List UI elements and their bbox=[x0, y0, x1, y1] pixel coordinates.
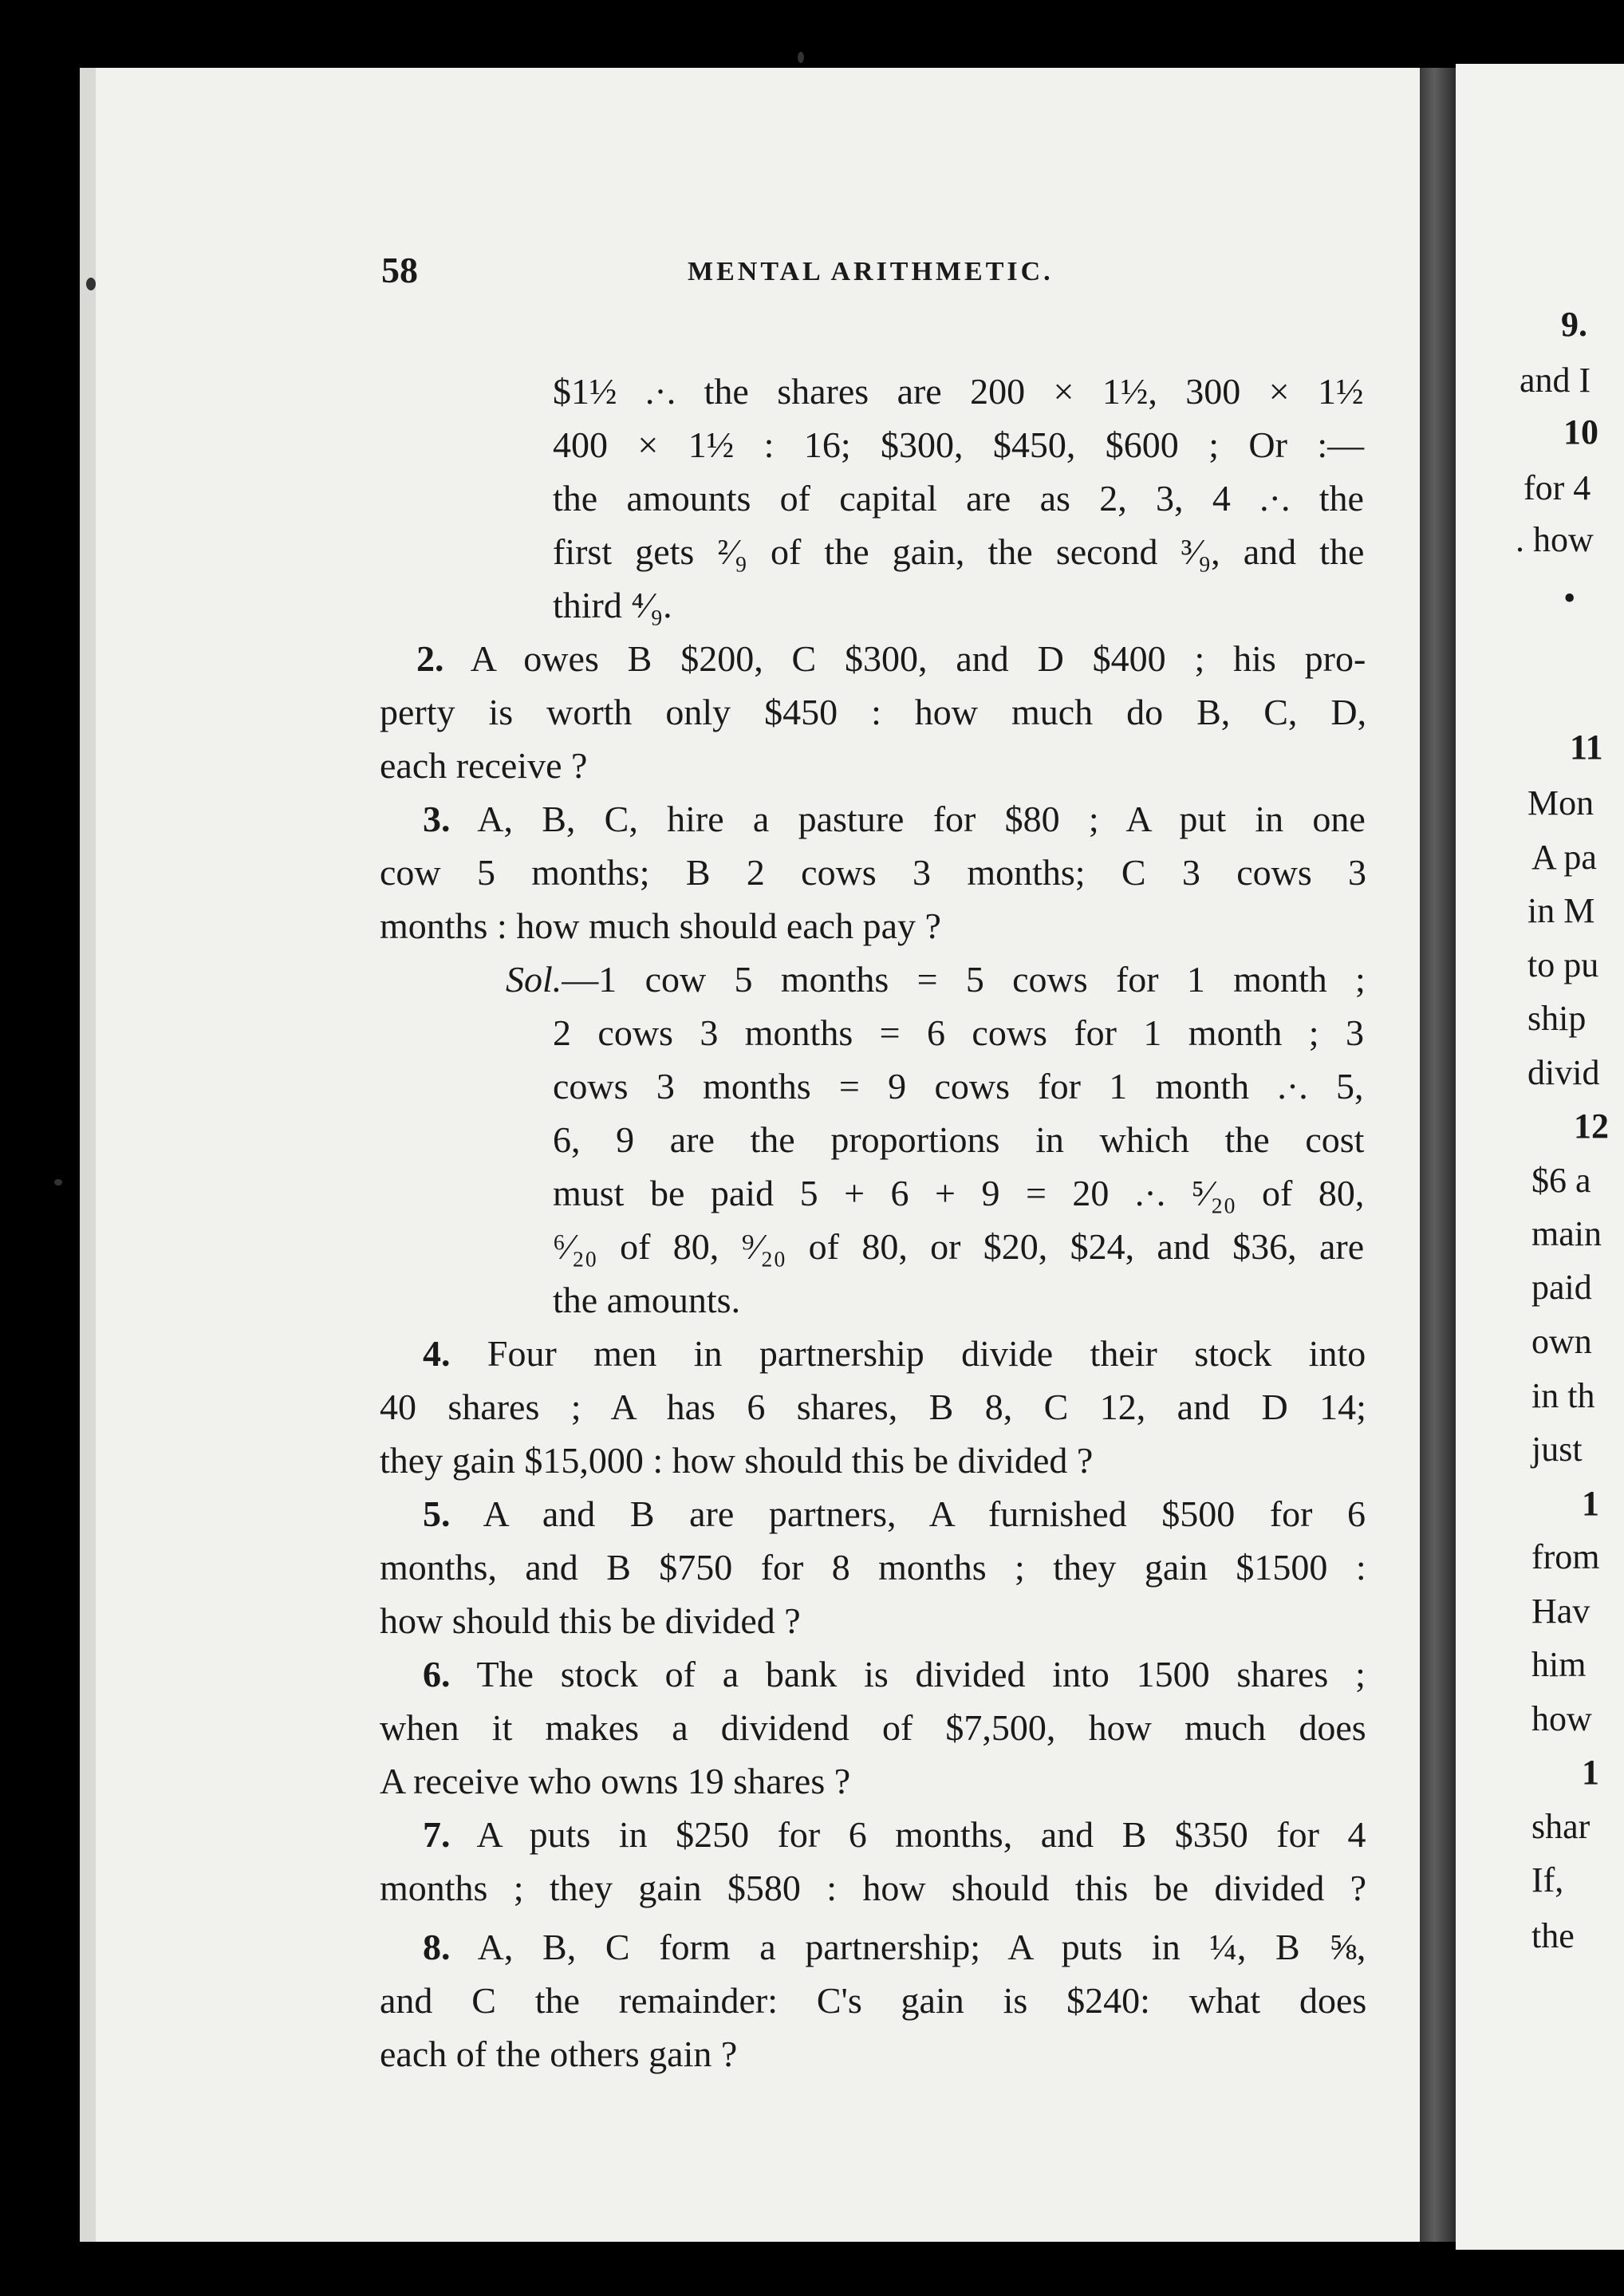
facing-page bbox=[1456, 64, 1624, 2250]
line-text: months ; they gain $580 : how should this be divided ? bbox=[380, 1868, 1367, 1908]
line-text: must be paid 5 + 6 + 9 = 20 .·. ⁵⁄₂₀ of 80, bbox=[553, 1173, 1365, 1213]
facing-line: just bbox=[1531, 1430, 1583, 1469]
text-line bbox=[380, 2036, 737, 2073]
text-line bbox=[380, 1600, 801, 1641]
line-text: perty is worth only $450 : how much do B, C, D, bbox=[380, 692, 1367, 732]
problem-number: 3. bbox=[423, 799, 451, 839]
text-line bbox=[423, 1335, 1366, 1372]
facing-line: the bbox=[1531, 1916, 1575, 1955]
text-line bbox=[506, 961, 1366, 998]
line-text: the amounts of capital are as 2, 3, 4 .·. the bbox=[553, 478, 1364, 519]
line-text: 400 × 1½ : 16; $300, $450, $600 ; Or :— bbox=[553, 424, 1365, 465]
text-line bbox=[423, 1656, 1366, 1693]
facing-line: to pu bbox=[1527, 945, 1599, 984]
line-text: and C the remainder: C's gain is $240: what does bbox=[380, 1980, 1367, 2021]
facing-line: in M bbox=[1527, 891, 1595, 930]
problem-number: 5. bbox=[423, 1493, 451, 1534]
facing-line: main bbox=[1531, 1214, 1602, 1253]
text-line bbox=[553, 424, 1365, 465]
text-line bbox=[553, 480, 1364, 517]
facing-line: $6 a bbox=[1531, 1161, 1591, 1200]
line-text: A and B are partners, A furnished $500 for 6 bbox=[450, 1493, 1366, 1534]
text-line bbox=[380, 1870, 1366, 1907]
line-text: Four men in partnership divide their stock into bbox=[450, 1333, 1366, 1374]
line-text: cow 5 months; B 2 cows 3 months; C 3 cows 3 bbox=[380, 852, 1367, 893]
facing-line: Hav bbox=[1531, 1592, 1590, 1631]
line-text: 2 cows 3 months = 6 cows for 1 month ; 3 bbox=[553, 1012, 1364, 1053]
line-text: months : how much should each pay ? bbox=[380, 905, 941, 946]
facing-line: own bbox=[1531, 1322, 1592, 1361]
text-line bbox=[423, 1493, 1366, 1534]
text-line bbox=[553, 1012, 1364, 1053]
line-text: the amounts. bbox=[553, 1280, 741, 1320]
line-text: ⁶⁄₂₀ of 80, ⁹⁄₂₀ of 80, or $20, $24, and $36, are bbox=[553, 1226, 1365, 1267]
line-text: months, and B $750 for 8 months ; they gain $1500 : bbox=[380, 1547, 1366, 1588]
problem-number: 6. bbox=[423, 1654, 451, 1694]
line-text: first gets ²⁄₉ of the gain, the second ³⁄₉, and the bbox=[553, 531, 1365, 572]
text-line bbox=[423, 1814, 1366, 1855]
text-line bbox=[553, 1282, 740, 1319]
line-text: A, B, C form a partnership; A puts in ¼, B ⅝, bbox=[450, 1927, 1366, 1967]
text-line bbox=[380, 1982, 1366, 2019]
text-line bbox=[380, 1763, 850, 1800]
facing-line: A pa bbox=[1531, 838, 1597, 877]
page-number: 58 bbox=[381, 250, 418, 290]
facing-line: in th bbox=[1531, 1376, 1595, 1415]
facing-line: and I bbox=[1520, 361, 1591, 400]
text-line bbox=[423, 1929, 1366, 1966]
facing-line: shar bbox=[1531, 1807, 1590, 1846]
facing-line: 1 bbox=[1582, 1484, 1599, 1523]
text-line bbox=[380, 694, 1366, 731]
text-line bbox=[380, 905, 941, 946]
facing-line: 11 bbox=[1570, 728, 1603, 767]
left-page-edge bbox=[80, 68, 96, 2242]
facing-line: him bbox=[1531, 1645, 1587, 1684]
text-line bbox=[380, 745, 588, 786]
line-text: third ⁴⁄₉. bbox=[553, 585, 672, 625]
line-text: A receive who owns 19 shares ? bbox=[380, 1761, 851, 1801]
text-line bbox=[553, 1068, 1364, 1105]
text-line bbox=[423, 801, 1366, 838]
facing-line: divid bbox=[1527, 1053, 1600, 1092]
problem-number: 2. bbox=[416, 638, 444, 679]
facing-line: . how bbox=[1516, 520, 1594, 559]
facing-line: 1 bbox=[1582, 1753, 1599, 1792]
line-text: they gain $15,000 : how should this be divided ? bbox=[380, 1440, 1094, 1481]
text-line bbox=[553, 587, 672, 624]
text-line bbox=[416, 638, 1366, 679]
facing-line: • bbox=[1563, 578, 1576, 617]
line-text: —1 cow 5 months = 5 cows for 1 month ; bbox=[562, 959, 1366, 1000]
text-line bbox=[380, 1549, 1366, 1586]
line-text: each receive ? bbox=[380, 745, 588, 786]
facing-line: 12 bbox=[1574, 1107, 1609, 1146]
text-line bbox=[553, 531, 1365, 572]
line-text: 6, 9 are the proportions in which the cost bbox=[553, 1119, 1365, 1160]
facing-line: ship bbox=[1527, 999, 1587, 1038]
facing-line: for 4 bbox=[1523, 468, 1591, 507]
facing-line: 10 bbox=[1563, 412, 1598, 452]
line-text: each of the others gain ? bbox=[380, 2034, 738, 2074]
line-text: $1½ .·. the shares are 200 × 1½, 300 × 1½ bbox=[553, 371, 1364, 412]
line-text: when it makes a dividend of $7,500, how much does bbox=[380, 1707, 1366, 1748]
text-line bbox=[553, 373, 1364, 410]
facing-line: from bbox=[1531, 1537, 1600, 1576]
text-line bbox=[380, 1389, 1366, 1426]
facing-line: how bbox=[1531, 1699, 1592, 1738]
facing-line: If, bbox=[1531, 1860, 1564, 1900]
text-line bbox=[380, 854, 1366, 891]
text-line bbox=[553, 1226, 1365, 1267]
line-text: A owes B $200, C $300, and D $400 ; his pro- bbox=[443, 638, 1366, 679]
scan-speck bbox=[86, 278, 96, 290]
line-text: cows 3 months = 9 cows for 1 month .·. 5, bbox=[553, 1066, 1364, 1107]
line-text: how should this be divided ? bbox=[380, 1600, 801, 1641]
line-text: The stock of a bank is divided into 1500 shares ; bbox=[450, 1654, 1366, 1694]
line-text: A, B, C, hire a pasture for $80 ; A put in one bbox=[450, 799, 1366, 839]
text-line bbox=[553, 1119, 1365, 1160]
scan-speck bbox=[798, 52, 804, 63]
text-line bbox=[380, 1707, 1366, 1748]
problem-number: 7. bbox=[423, 1814, 451, 1855]
problem-number: 8. bbox=[423, 1927, 451, 1967]
text-line bbox=[553, 1175, 1364, 1212]
line-text: A puts in $250 for 6 months, and B $350 for 4 bbox=[450, 1814, 1366, 1855]
line-text: 40 shares ; A has 6 shares, B 8, C 12, and D 14; bbox=[380, 1387, 1366, 1427]
book-gutter bbox=[1420, 68, 1456, 2242]
running-title: MENTAL ARITHMETIC. bbox=[688, 257, 1054, 286]
scan-speck bbox=[54, 1179, 62, 1185]
problem-number: 4. bbox=[423, 1333, 451, 1374]
facing-line: 9. bbox=[1561, 305, 1587, 344]
facing-line: Mon bbox=[1527, 783, 1594, 823]
facing-line: paid bbox=[1531, 1268, 1592, 1307]
solution-label: Sol. bbox=[506, 959, 562, 1000]
text-line bbox=[380, 1442, 1093, 1479]
